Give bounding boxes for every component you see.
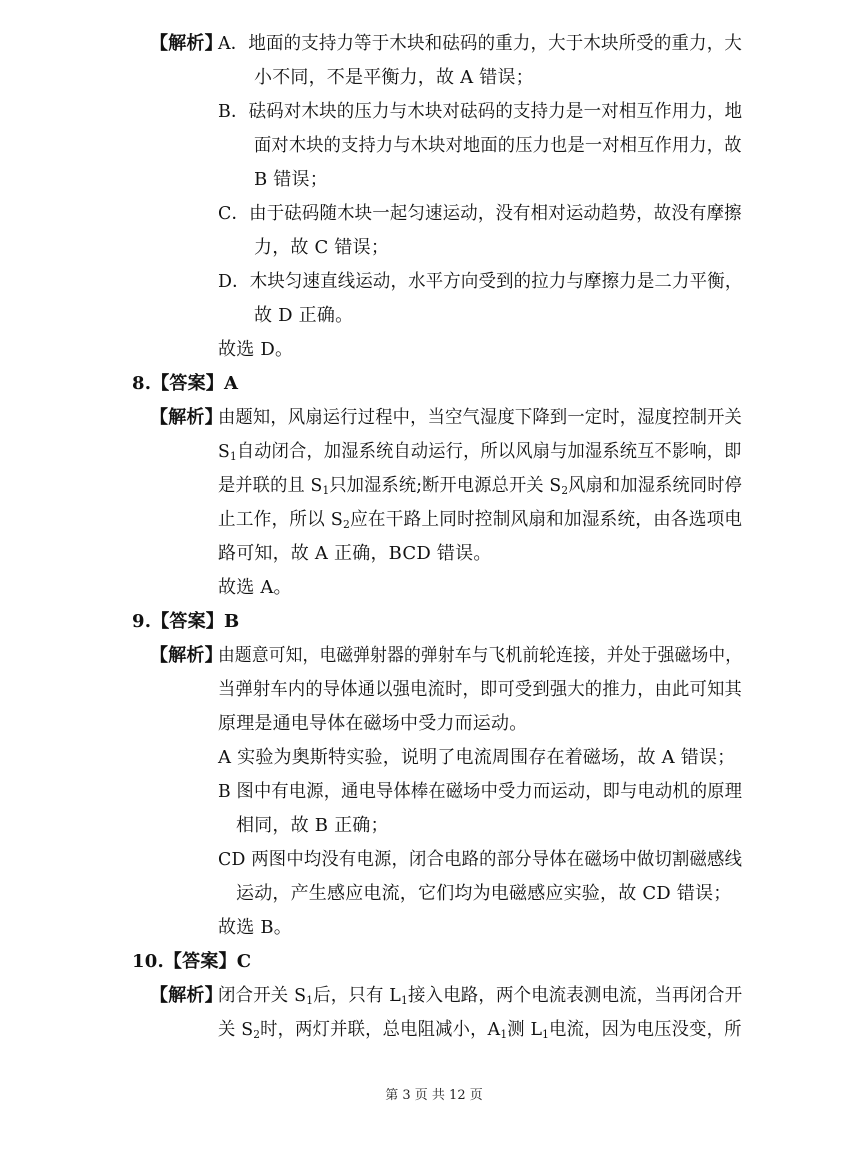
q9-line-2: 当弹射车内的导体通以强电流时，即可受到强大的推力，由此可知其 xyxy=(218,679,742,700)
q7-line-9: 故 D 正确。 xyxy=(254,305,354,326)
q9-line-3: 原理是通电导体在磁场中受力而运动。 xyxy=(218,713,528,734)
q9-line-8: 运动，产生感应电流，它们均为电磁感应实验，故 CD 错误； xyxy=(236,883,732,904)
q10-line-1: 闭合开关 $S_1$后，只有 $L_1$接入电路，两个电流表测电流，当再闭合开 xyxy=(218,985,743,1007)
q8-line-1: 由题知，风扇运行过程中，当空气湿度下降到一定时，湿度控制开关 xyxy=(218,407,742,428)
q8-analysis-label: 【解析】 xyxy=(150,407,223,428)
q8-answer: A xyxy=(224,373,239,394)
q7-line-2: 小不同，不是平衡力，故 A 错误； xyxy=(254,67,534,88)
q8-line-4: 止工作，所以 $S_2$应在干路上同时控制风扇和加湿系统，由各选项电 xyxy=(218,509,743,531)
q7-line-6: C．由于砝码随木块一起匀速运动，没有相对运动趋势，故没有摩擦 xyxy=(218,203,742,224)
q9-line-6: 相同，故 B 正确； xyxy=(236,815,389,836)
q10-answer: C xyxy=(236,951,252,972)
q9-analysis-label: 【解析】 xyxy=(150,645,223,666)
q9-line-5: B 图中有电源，通电导体棒在磁场中受力而运动，即与电动机的原理 xyxy=(218,781,743,802)
q8-answer-label: 【答案】 xyxy=(151,373,225,394)
q8-line-5: 路可知，故 A 正确，BCD 错误。 xyxy=(218,543,492,564)
q8-heading xyxy=(132,372,238,396)
q9-line-1: 由题意可知，电磁弹射器的弹射车与飞机前轮连接，并处于强磁场中， xyxy=(218,645,743,666)
q9-heading xyxy=(132,610,239,634)
q7-line-4: 面对木块的支持力与木块对地面的压力也是一对相互作用力，故 xyxy=(254,135,742,156)
q7-line-5: B 错误； xyxy=(254,169,328,190)
q9-number: 9. xyxy=(132,611,152,632)
q7-line-8: D．木块匀速直线运动，水平方向受到的拉力与摩擦力是二力平衡， xyxy=(218,271,743,292)
q8-number: 8. xyxy=(132,373,152,394)
q7-line-1: A．地面的支持力等于木块和砝码的重力，大于木块所受的重力，大 xyxy=(218,33,742,54)
q7-analysis-label: 【解析】 xyxy=(150,33,223,54)
q8-line-2: $S_1$自动闭合，加湿系统自动运行，所以风扇与加湿系统互不影响，即 xyxy=(218,441,742,463)
q9-line-4: A 实验为奥斯特实验，说明了电流周围存在着磁场，故 A 错误； xyxy=(218,747,736,768)
q7-line-7: 力，故 C 错误； xyxy=(254,237,390,258)
q7-line-3: B．砝码对木块的压力与木块对砝码的支持力是一对相互作用力，地 xyxy=(218,101,743,122)
q9-line-9: 故选 B。 xyxy=(218,917,292,938)
q9-answer: B xyxy=(224,611,240,632)
q9-line-7: CD 两图中均没有电源，闭合电路的部分导体在磁场中做切割磁感线 xyxy=(218,849,743,870)
q7-line-10: 故选 D。 xyxy=(218,339,294,360)
q10-line-2: 关 $S_2$时，两灯并联，总电阻减小，$A_1$测 $L_1$电流，因为电压没变，所 xyxy=(218,1019,742,1041)
page-footer: 第 3 页 共 12 页 xyxy=(385,1088,483,1103)
q10-answer-label: 【答案】 xyxy=(163,951,237,972)
q10-heading xyxy=(132,950,251,974)
q8-line-6: 故选 A。 xyxy=(218,577,292,598)
q8-line-3: 是并联的且 $S_1$只加湿系统;断开电源总开关 $S_2$风扇和加湿系统同时停 xyxy=(218,475,742,497)
q10-number: 10. xyxy=(132,951,164,972)
q9-answer-label: 【答案】 xyxy=(151,611,225,632)
q10-analysis-label: 【解析】 xyxy=(150,985,223,1006)
